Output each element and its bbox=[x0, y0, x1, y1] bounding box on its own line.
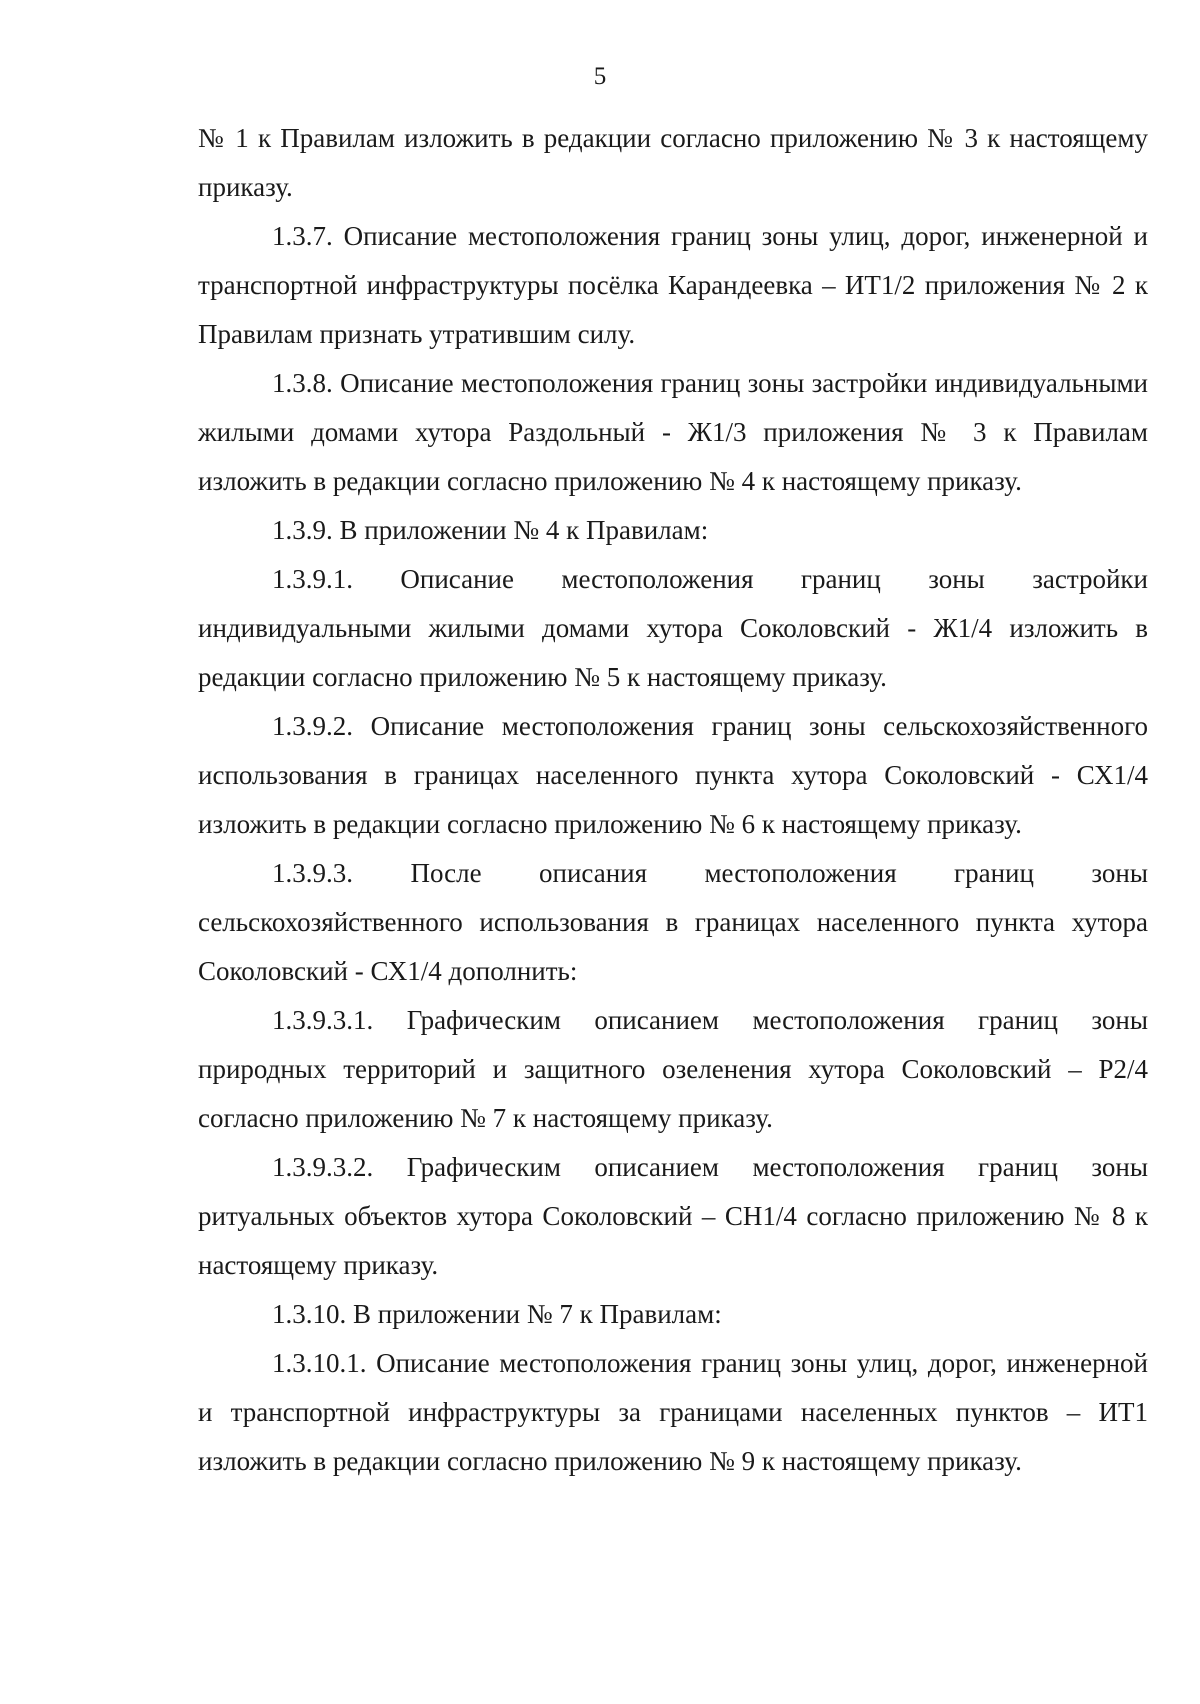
paragraph-1-3-10-1: 1.3.10.1. Описание местоположения границ зоны улиц, дорог, инженерной и транспортной инфраструктуры за границами населенных пунктов – ИТ1 изложить в редакции согласно приложению № 9 к настоящему приказу. bbox=[198, 1348, 1148, 1476]
paragraph-continuation: № 1 к Правилам изложить в редакции согласно приложению № 3 к настоящему приказу. bbox=[198, 123, 1148, 202]
paragraph-1-3-9-3-2: 1.3.9.3.2. Графическим описанием местоположения границ зоны ритуальных объектов хутора Соколовский – СН1/4 согласно приложению № 8 к настоящему приказу. bbox=[198, 1152, 1148, 1280]
paragraph-1-3-10: 1.3.10. В приложении № 7 к Правилам: bbox=[272, 1299, 722, 1329]
document-body bbox=[198, 114, 1148, 1486]
paragraph-1-3-9: 1.3.9. В приложении № 4 к Правилам: bbox=[272, 515, 709, 545]
paragraph-1-3-7: 1.3.7. Описание местоположения границ зоны улиц, дорог, инженерной и транспортной инфраструктуры посёлка Карандеевка – ИТ1/2 приложения № 2 к Правилам признать утратившим силу. bbox=[198, 221, 1148, 349]
paragraph-1-3-9-3-1: 1.3.9.3.1. Графическим описанием местоположения границ зоны природных территорий и защитного озеленения хутора Соколовский – Р2/4 согласно приложению № 7 к настоящему приказу. bbox=[198, 1005, 1148, 1133]
paragraph-1-3-9-2: 1.3.9.2. Описание местоположения границ зоны сельскохозяйственного использования в границах населенного пункта хутора Соколовский - СХ1/4 изложить в редакции согласно приложению № 6 к настоящему приказу. bbox=[198, 711, 1148, 839]
page-number: 5 bbox=[593, 63, 607, 90]
paragraph-1-3-9-1: 1.3.9.1. Описание местоположения границ зоны застройки индивидуальными жилыми домами хутора Соколовский - Ж1/4 изложить в редакции согласно приложению № 5 к настоящему приказу. bbox=[198, 564, 1148, 692]
paragraph-1-3-8: 1.3.8. Описание местоположения границ зоны застройки индивидуальными жилыми домами хутора Раздольный - Ж1/3 приложения № 3 к Правилам изложить в редакции согласно приложению № 4 к настоящему приказу. bbox=[198, 368, 1148, 496]
paragraph-1-3-9-3: 1.3.9.3. После описания местоположения границ зоны сельскохозяйственного использования в границах населенного пункта хутора Соколовский - СХ1/4 дополнить: bbox=[198, 858, 1148, 986]
